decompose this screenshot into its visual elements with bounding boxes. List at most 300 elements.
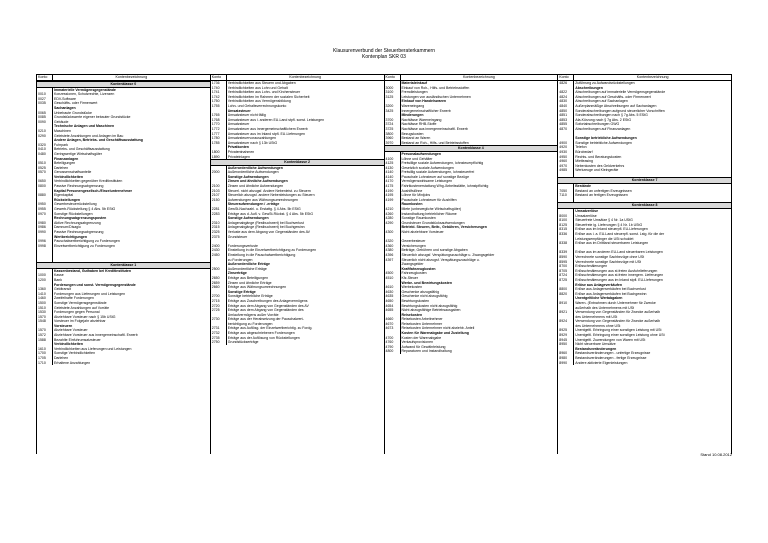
- account-number: 4300: [385, 230, 401, 235]
- account-label: Aufwand für Gewährleistung: [401, 344, 446, 349]
- account-number: 0210: [37, 129, 53, 134]
- account-label: Sonstige Aufwendungen: [227, 174, 269, 179]
- account-number: 4290: [385, 221, 401, 226]
- account-number: 3725: [385, 127, 401, 132]
- account-label: Beiträge, Gebühren und sonstige Abgaben: [401, 248, 468, 253]
- account-number: 4175: [385, 184, 401, 189]
- account-number: 4396: [385, 253, 401, 258]
- account-label: Sonstige betriebliche Erträge: [227, 294, 273, 299]
- class-heading: Kontenklasse 2: [211, 159, 384, 166]
- account-number: 4800: [385, 349, 401, 354]
- account-label: Immaterielle Vermögensgegenstände: [54, 87, 116, 92]
- account-label: Vorsteuer im Folgejahr abziehbar: [54, 319, 106, 324]
- account-label: Erlöse aus im anderen EU-Land steuerbaren Leistungen: [575, 250, 663, 255]
- account-label: Anlagenabgänge (Restbuchwert) bei Buchgewinn: [227, 225, 305, 230]
- account-label: Forderungen gegen Personal: [54, 310, 100, 315]
- account-label: Fremdleistungen: [401, 90, 428, 95]
- account-label: Privatentnahmen: [227, 149, 255, 154]
- account-label: Kapital Personengesellsch./Einzelunternehmer: [54, 188, 132, 193]
- account-column-4: [557, 74, 732, 454]
- account-label: Werbekosten: [401, 285, 423, 290]
- account-label: Verrechnete sonstige Sachbezüge ohne USt: [575, 254, 645, 259]
- account-number: 4670: [385, 322, 401, 327]
- account-label: Umsatzsteuer aus innergemeinschaftlichem Erwerb: [227, 126, 308, 131]
- account-number: 1510: [37, 306, 53, 311]
- account-label: Sonstige betriebliche Aufwendungen: [575, 140, 632, 145]
- account-label: Darlehen: [54, 356, 69, 361]
- account-number: 8700: [558, 264, 574, 269]
- account-number: 0510: [37, 161, 53, 166]
- account-label: Bestand an Roh-, Hilfs- und Betriebsstoffen: [401, 140, 469, 145]
- account-label: Verbindlichkeiten aus Vermögensbildung: [227, 99, 291, 104]
- account-label: Erträge aus dem Abgang von Gegenständen des AV: [227, 303, 309, 308]
- class-heading: Kontenklasse 8: [558, 202, 731, 209]
- account-number: 8590: [558, 255, 574, 260]
- account-number: 4630: [385, 290, 401, 295]
- account-label: [574, 198, 731, 203]
- account-number: 4380: [385, 248, 401, 253]
- account-label: Sonstige Erträge: [227, 289, 256, 294]
- account-label: Erträge aus Auflösg. der Einzelwertberichtig. zu Fordg.: [227, 326, 313, 331]
- account-number: 3724: [385, 122, 401, 127]
- account-column-2: [210, 74, 384, 454]
- account-label: Erlösschmälerungen aus st.freien Ausfuhrlieferungen: [575, 268, 658, 273]
- account-label: Zinsen und ähnliche Erträge: [227, 280, 272, 285]
- account-label: Geschenke nicht abzugsfähig: [401, 294, 448, 299]
- account-label: Vermögenswirksame Leistungen: [401, 179, 453, 184]
- account-label: Afa-Kürzung nach § 7g Abs. 2 EStG: [575, 117, 632, 122]
- account-number: 4850: [558, 109, 574, 114]
- account-label: Erträge aus der Herabsetzung der Pauschalwert-: [227, 317, 304, 322]
- account-number: 2283: [211, 212, 227, 217]
- account-number: 4190: [385, 189, 401, 194]
- account-label: Verkaufsprovisionen: [401, 340, 434, 345]
- account-number: 2500: [211, 267, 227, 272]
- account-label: [574, 173, 731, 178]
- account-number: 8980: [558, 356, 574, 361]
- account-number: 1772: [211, 127, 227, 132]
- account-number: 3800: [385, 132, 401, 137]
- account-label: Verbindlichkeiten aus Lieferungen und Leistungen: [54, 346, 132, 351]
- account-label: Nicht abzugsfähige Betriebsausgaben: [401, 308, 461, 313]
- account-number: 4500: [385, 271, 401, 276]
- account-label: Abschreibungen auf immaterielle Vermögensgegenstände: [575, 90, 666, 95]
- account-label: des Unternehmens mit USt: [575, 314, 618, 319]
- account-label: Kraftfahrzeugkosten: [401, 266, 436, 271]
- account-label: Reisekosten Arbeitnehmer: [401, 317, 443, 322]
- account-label: Geschäfts- oder Firmenwert: [54, 101, 98, 106]
- account-label: Verluste aus dem Abgang von Gegenständen des AV: [227, 230, 310, 234]
- account-number: 0998: [37, 244, 53, 249]
- account-label: Verrechnete sonstige Sachbezüge mit USt: [575, 259, 642, 264]
- account-label: Einkauf von Roh-, Hilfs- und Betriebsstoffen: [401, 85, 470, 90]
- account-label: Geleistete Anzahlungen auf Vorräte: [54, 305, 110, 310]
- account-number: 4930: [558, 150, 574, 155]
- account-number: 0410: [37, 147, 53, 152]
- account-number: 4280: [385, 216, 401, 221]
- account-label: Kfz-Steuer: [401, 275, 419, 280]
- account-number: 8339: [558, 250, 574, 255]
- account-label: Sonstige Raumkosten: [401, 216, 436, 221]
- account-label: Steuerlich abzugsf. Verspätungszuschläge u. Zwangsgelder: [401, 252, 495, 257]
- account-number: 7110: [558, 193, 574, 198]
- account-number: 4510: [385, 276, 401, 281]
- account-number: 4660: [385, 317, 401, 322]
- account-number: 1548: [37, 319, 53, 324]
- account-number: 1000: [37, 273, 53, 278]
- account-label: Löhne und Gehälter: [401, 156, 433, 161]
- account-number: 4100: [385, 157, 401, 162]
- account-label: Grundsteuer: [227, 234, 248, 239]
- account-label: Außerordentliche Erträge: [227, 262, 270, 267]
- account-number: 1570: [37, 315, 53, 320]
- account-number: 2315: [211, 225, 227, 230]
- account-label: Finanzanlagen: [54, 156, 79, 161]
- account-number: 4760: [385, 340, 401, 345]
- account-number: 0570: [37, 170, 53, 175]
- account-label: Abziehbare Vorsteuer nach § 15b UStG: [54, 314, 116, 319]
- account-label: Außerordentliche Aufwendungen: [227, 165, 283, 170]
- account-label: Verbindlichkeiten aus Lohn- und Kirchensteuer: [227, 90, 301, 95]
- column-header-bezeichnung: Kontenbezeichnung: [289, 75, 322, 79]
- account-number: 0980: [37, 221, 53, 226]
- account-number: 1700: [37, 351, 53, 356]
- account-number: 4170: [385, 179, 401, 184]
- account-label: Privatkonten: [227, 145, 249, 150]
- column-header-bezeichnung: Kontenbezeichnung: [636, 75, 669, 79]
- account-label: Minderungen: [401, 113, 424, 118]
- account-label: Bank: [54, 277, 62, 282]
- account-label: Passive Rechnungsabgrenzung: [54, 230, 104, 234]
- account-table: [36, 74, 732, 454]
- account-number: 2732: [211, 331, 227, 336]
- account-label: Privateinlagen: [227, 154, 250, 159]
- account-label: Betriebl. Steuern, Beitr., Gebühren, Versicherungen: [401, 225, 487, 230]
- account-number: 4960: [558, 159, 574, 164]
- account-number: 4700: [385, 336, 401, 341]
- account-number: 3125: [385, 95, 401, 100]
- account-label: Bezugskosten: [401, 131, 424, 136]
- account-label: Vorsteuern: [54, 323, 73, 328]
- page-header: [0, 48, 768, 60]
- account-label: Umlaufvermögens außer Vorräte: [227, 312, 279, 317]
- account-label: Bewirtungskosten: [401, 298, 430, 303]
- account-label: Außerordentliche Erträge: [227, 266, 267, 271]
- account-number: 2720: [211, 304, 227, 309]
- account-number: 4130: [385, 166, 401, 171]
- account-label: Steuerlich abzugsf. andere Nebenleistungen zu Steuern: [227, 193, 315, 198]
- account-label: Andere Anlagen, Betriebs- und Geschäftsausstattung: [54, 138, 143, 143]
- account-label: GewSt-Nachzahl. u. Erstattg. § 4 Abs. 5b EStG: [227, 207, 301, 212]
- account-number: 3100: [385, 90, 401, 95]
- account-label: Erlösschmälerungen aus st.freien innergem. Lieferungen: [575, 273, 664, 278]
- account-label: Abschreibungen auf Geschäfts- oder Firmenwert: [575, 94, 651, 99]
- account-label: Genossenschaftsanteile: [54, 170, 92, 175]
- account-number: 4851: [558, 113, 574, 118]
- account-number: 2281: [211, 207, 227, 212]
- account-label: Verbindlichkeiten gegenüber Kreditinstituten: [54, 179, 123, 184]
- account-number: 8705: [558, 269, 574, 274]
- account-number: 1780: [211, 136, 227, 141]
- account-label: Fahrzeugkosten: [401, 271, 427, 276]
- column-header: [37, 74, 210, 81]
- account-label: Raumkosten: [401, 202, 423, 207]
- account-label: Erträge aus Währungsumrechnungen: [227, 285, 287, 290]
- account-label: Andere aktivierte Eigenleistungen: [575, 360, 628, 365]
- account-label: Forderungen aus Lieferungen und Leistungen: [54, 291, 126, 296]
- column-header-konto: Konto: [385, 75, 401, 80]
- account-number: 4826: [558, 81, 574, 86]
- account-label: Aktive Rechnungsabgrenzung: [54, 220, 101, 225]
- account-label: Werbe- und Bewirtungskosten: [401, 280, 452, 285]
- account-label: Reisekosten: [401, 312, 423, 317]
- account-number: 1755: [211, 104, 227, 109]
- account-number: 0880: [37, 193, 53, 198]
- account-number: 4610: [385, 285, 401, 290]
- account-label: Abziehbare Vorsteuer aus innergemeinschaftl. Erwerb: [54, 333, 138, 338]
- account-label: Erlöse aus i. a. EU-Land steuerpfl. sonst. Lstg. für die der: [575, 232, 665, 236]
- account-number: 1588: [37, 338, 53, 343]
- account-label: Unentgeltliche Wertabgaben: [575, 296, 623, 301]
- account-label: Steueraufwendungen / -erträge: [227, 202, 280, 207]
- account-number: 3960: [385, 136, 401, 141]
- account-label: Bestand an unfertigen Erzeugnissen: [575, 188, 632, 193]
- account-label: Erträge aus abgeschriebenen Forderungen: [227, 331, 295, 336]
- account-number: 8315: [558, 227, 574, 232]
- account-number: 0090: [37, 120, 53, 125]
- account-label: Steuerfreie Umsätze § 4 Nr. 1a UStG: [575, 218, 633, 223]
- account-label: Steuerl. nicht abzugsf. Andere Nebenleist. zu Steuern: [227, 188, 311, 193]
- account-number: 4650: [385, 299, 401, 304]
- account-label: Materialeinkauf: [401, 81, 427, 85]
- account-row: [211, 340, 384, 345]
- account-label: Erlöse aus Anlagenverkäufen bei Buchgewinn: [575, 291, 647, 296]
- account-label: Rechnungsabgrenzungsposten: [54, 216, 107, 221]
- account-number: 0955: [37, 207, 53, 212]
- account-number: 8929: [558, 333, 574, 338]
- account-number: 8336: [558, 232, 574, 237]
- account-number: 4855: [558, 122, 574, 127]
- account-number: 4125: [385, 161, 401, 166]
- account-label: Anlagenabgänge (Restbuchwert) bei Buchverlust: [227, 220, 304, 225]
- column-header-bezeichnung: Kontenbezeichnung: [462, 75, 495, 79]
- account-number: 1500: [37, 301, 53, 306]
- account-number: 0085: [37, 115, 53, 120]
- account-label: Kassenbestand, Guthaben bei Kreditinstituten: [54, 268, 132, 273]
- account-label: Rückstellungen: [54, 197, 81, 202]
- account-label: Bestand an fertigen Erzeugnissen: [575, 193, 628, 198]
- account-number: 8910: [558, 301, 574, 306]
- account-number: [558, 173, 574, 178]
- account-label: Wertberichtigungen: [54, 234, 87, 239]
- account-label: Verbindlichkeiten aus Lohn und Gehalt: [227, 85, 288, 90]
- account-label: Leistungsempfänger die USt schuldet: [575, 236, 634, 241]
- account-number: 4360: [385, 244, 401, 249]
- account-number: 2450: [211, 253, 227, 258]
- account-number: 7050: [558, 189, 574, 194]
- account-column-3: [384, 74, 558, 454]
- account-number: 2731: [211, 326, 227, 331]
- account-label: Sofortabschreibungen GWG: [575, 122, 620, 127]
- account-number: 8945: [558, 338, 574, 343]
- account-label: Bestandsveränderungen - fertige Erzeugnisse: [575, 356, 647, 361]
- account-number: 4635: [385, 294, 401, 299]
- account-label: Bewirtungskosten nicht abzugsfähig: [401, 303, 458, 308]
- account-number: 2100: [211, 184, 227, 189]
- account-label: Unentgeltl. Erbringung einer sonstigen Leistung ohne USt: [575, 333, 665, 338]
- account-label: Kosten der Warenabgabe: [401, 335, 442, 340]
- account-number: 0990: [37, 230, 53, 235]
- account-label: berichtigung zu Forderungen: [227, 321, 273, 326]
- account-label: Forderungen und sonst. Vermögensgegenstände: [54, 282, 136, 287]
- account-label: Einzelwertberichtigung zu Forderungen: [54, 243, 115, 248]
- account-number: 3200: [385, 104, 401, 109]
- account-number: 4790: [385, 345, 401, 350]
- account-label: Einstellung in die Einzelwertberichtigung zu Forderungen: [227, 248, 317, 253]
- account-label: Umsatzsteuer aus i. anderen EU-Land stpfl. sonst. Leistungen: [227, 117, 325, 122]
- account-number: 8725: [558, 278, 574, 283]
- account-number: 0027: [37, 97, 53, 102]
- account-number: 8950: [558, 342, 574, 347]
- account-label: Außerplanmäßige Abschreibungen auf Sachanlagen: [575, 103, 657, 108]
- account-number: 1890: [211, 155, 227, 160]
- account-number: 1610: [37, 347, 53, 352]
- column-header: [385, 74, 558, 81]
- account-label: Umsatzerlöse: [575, 213, 597, 218]
- account-number: 4822: [558, 90, 574, 95]
- account-label: Lohn- und Gehaltsverrechnungskonto: [227, 103, 287, 108]
- account-number: 0996: [37, 239, 53, 244]
- account-label: Leistungen von ausländischen Unternehmen: [401, 94, 471, 99]
- account-number: 2325: [211, 230, 227, 235]
- account-number: 2660: [211, 285, 227, 290]
- column-header-konto: Konto: [37, 75, 53, 80]
- account-number: 3970: [385, 141, 401, 146]
- footer-stand: Stand 10.08.2012: [700, 452, 732, 457]
- account-label: Pauschale Lohnsteuer auf sonstige Bezüge: [401, 174, 470, 179]
- account-number: 1777: [211, 132, 227, 137]
- account-label: Zinsen und ähnliche Aufwendungen: [227, 179, 288, 184]
- account-label: Abschreibungen auf Finanzanlagen: [575, 126, 631, 131]
- account-label: Gewerbesteuerrückstellung: [54, 202, 97, 207]
- account-label: Betriebs- und Geschäftsausstattung: [54, 147, 110, 152]
- account-label: Gebäude: [54, 119, 69, 124]
- column-header: [211, 74, 384, 81]
- account-label: Erlöse aus Anlagenverkäufen bei Buchverlust: [575, 287, 646, 292]
- account-label: Pauschalwertberichtigung zu Forderungen: [54, 239, 120, 244]
- account-number: 8595: [558, 260, 574, 265]
- account-label: Konzessionen, Schutzrechte, Lizenzen: [54, 92, 115, 97]
- account-label: Erträge aus dem Abgang von Gegenständen des: [227, 308, 304, 313]
- account-number: 2750: [211, 340, 227, 345]
- account-number: 4320: [385, 239, 401, 244]
- account-number: 0986: [37, 225, 53, 230]
- account-label: Rechts- und Beratungskosten: [575, 154, 622, 159]
- account-label: Abschreibungen: [575, 85, 603, 90]
- account-number: 1736: [211, 81, 227, 86]
- account-label: Sonstige Rückstellungen: [54, 211, 93, 216]
- account-label: Außerordentliche Aufwendungen: [227, 170, 279, 175]
- account-number: 0035: [37, 101, 53, 106]
- account-row: [37, 258, 210, 263]
- account-number: 2107: [211, 193, 227, 198]
- account-number: 1750: [211, 99, 227, 104]
- account-number: 1705: [37, 356, 53, 361]
- account-label: Geschenke abzugsfähig: [401, 289, 440, 294]
- account-label: Nachlässe aus innergemeinschaftl. Erwerb: [401, 126, 468, 131]
- account-label: Zinsen und ähnliche Aufwendungen: [227, 184, 284, 189]
- account-number: 3425: [385, 109, 401, 114]
- account-number: 4199: [385, 198, 401, 203]
- account-number: 2725: [211, 308, 227, 313]
- account-number: 2150: [211, 198, 227, 203]
- account-label: Sonstige Vermögensgegenstände: [54, 300, 107, 305]
- account-label: Umsatzsteuer nicht fällig: [227, 113, 266, 118]
- account-number: 4950: [558, 155, 574, 160]
- account-label: Zwangsgelder: [401, 262, 424, 267]
- account-number: 2000: [211, 170, 227, 175]
- account-label: des Unternehmens ohne USt: [575, 323, 621, 328]
- account-label: Reisekosten Unternehmer nicht abziehb. Anteil: [401, 326, 475, 331]
- account-number: 4830: [558, 99, 574, 104]
- account-label: Passive Rechnungsabgrenzung: [54, 184, 104, 189]
- account-label: Forderungsverluste: [227, 243, 258, 248]
- account-number: 1570: [37, 328, 53, 333]
- account-label: Geringwertige Wirtschaftsgüter: [54, 151, 103, 156]
- account-label: Bezahlte Einfuhrumsatzsteuer: [54, 337, 101, 342]
- account-number: 4824: [558, 95, 574, 100]
- account-number: 0950: [37, 202, 53, 207]
- account-label: Nachlässe RHB-Stoffe: [401, 122, 437, 127]
- account-number: 1710: [37, 361, 53, 366]
- account-label: Grundstückserträge: [227, 340, 259, 345]
- account-number: 2700: [211, 294, 227, 299]
- account-label: Umsatzsteuer aus im Inland stpfl. EU-Lieferungen: [227, 131, 305, 136]
- account-number: 4900: [558, 141, 574, 146]
- account-number: 8925: [558, 328, 574, 333]
- account-number: 4654: [385, 304, 401, 309]
- account-number: 0320: [37, 143, 53, 148]
- account-number: 1740: [211, 86, 227, 91]
- account-label: Erträge aus der Auflösung von Rückstellungen: [227, 335, 300, 340]
- account-number: 0290: [37, 134, 53, 139]
- account-label: Mietleasing: [575, 159, 593, 164]
- account-number: 8338: [558, 241, 574, 246]
- account-label: Telefon: [575, 145, 587, 150]
- account-number: 8960: [558, 351, 574, 356]
- account-label: Nicht steuerbare Umsätze: [575, 342, 616, 347]
- account-label: Freiwillig soziale Aufwendungen, lohnsteuerfrei: [401, 170, 475, 175]
- account-label: Erlöse aus im Inland steuerpfl. EU-Lieferungen: [575, 227, 648, 232]
- column-header-konto: Konto: [558, 75, 574, 80]
- account-number: 1768: [211, 118, 227, 123]
- account-label: Unentgeltl. Zuwendungen von Waren mit USt: [575, 337, 646, 342]
- account-label: Verwendung von Gegenständen für Zwecke außerhalb: [575, 310, 661, 315]
- account-label: Verbindlichkeiten im Rahmen der sozialen Sicherheit: [227, 94, 310, 99]
- account-number: 1200: [37, 278, 53, 283]
- account-number: [37, 258, 53, 263]
- account-number: 1765: [211, 113, 227, 118]
- account-label: Verbindlichkeiten: [54, 174, 83, 179]
- account-number: 4210: [385, 207, 401, 212]
- account-label: Umsatzsteuer: [227, 122, 250, 127]
- account-label: Erhaltene Anzahlungen: [54, 360, 91, 365]
- account-number: 2715: [211, 299, 227, 304]
- account-label: Pauschale Lohnsteuer für Aushilfen: [401, 197, 457, 202]
- class-heading: Kontenklasse 7: [558, 177, 731, 184]
- account-label: Einkauf von Handelswaren: [401, 99, 447, 104]
- account-label: EDV-Software: [54, 96, 76, 101]
